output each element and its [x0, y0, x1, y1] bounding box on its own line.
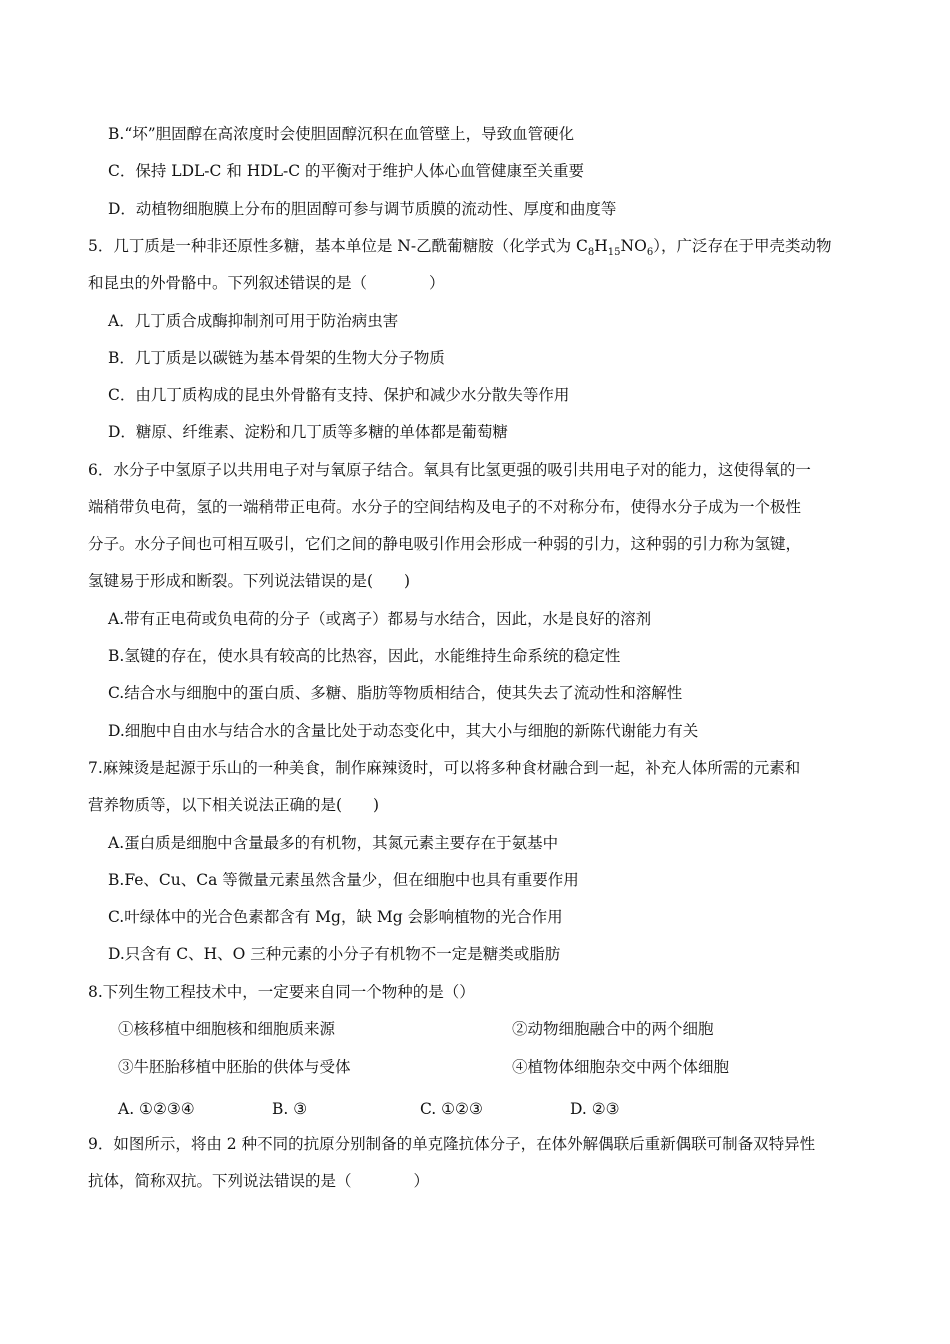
- formula-subscript: 6: [646, 247, 654, 259]
- q6-stem-line-1: 6．水分子中氢原子以共用电子对与氧原子结合。氧具有比氢更强的吸引共用电子对的能力，这使得氧的一: [88, 461, 811, 479]
- q6-option-b: B.氢键的存在，使水具有较高的比热容，因此，水能维持生命系统的稳定性: [108, 647, 621, 665]
- q8-choice-a: A. ①②③④: [118, 1100, 195, 1118]
- q6-stem-line-3: 分子。水分子间也可相互吸引，它们之间的静电吸引作用会形成一种弱的引力，这种弱的引力称为氢键，: [88, 535, 802, 553]
- q5-stem-line-1: 5．几丁质是一种非还原性多糖，基本单位是 N-乙酰葡糖胺（化学式为 $C_8H_{15}NO_6$），广泛存在于甲壳类动物: [88, 237, 832, 259]
- q4-option-b: B.“坏”胆固醇在高浓度时会使胆固醇沉积在血管壁上，导致血管硬化: [108, 125, 575, 143]
- q6-stem-line-4: 氢键易于形成和断裂。下列说法错误的是( ): [88, 572, 411, 590]
- q7-option-a: A.蛋白质是细胞中含量最多的有机物，其氮元素主要存在于氨基中: [108, 834, 559, 852]
- q9-stem-line-1: 9．如图所示，将由 2 种不同的抗原分别制备的单克隆抗体分子，在体外解偶联后重新偶联可制备双特异性: [88, 1135, 816, 1153]
- q8-item-1: ①核移植中细胞核和细胞质来源: [118, 1020, 336, 1038]
- q5-option-b: B．几丁质是以碳链为基本骨架的生物大分子物质: [108, 349, 445, 367]
- q6-stem-line-2: 端稍带负电荷，氢的一端稍带正电荷。水分子的空间结构及电子的不对称分布，使得水分子成为一个极性: [88, 498, 802, 516]
- q8-item-2: ②动物细胞融合中的两个细胞: [512, 1020, 714, 1038]
- q5-option-c: C．由几丁质构成的昆虫外骨骼有支持、保护和减少水分散失等作用: [108, 386, 570, 404]
- q8-stem: 8.下列生物工程技术中，一定要来自同一个物种的是（）: [88, 983, 475, 1001]
- q7-option-c: C.叶绿体中的光合色素都含有 Mg，缺 Mg 会影响植物的光合作用: [108, 908, 563, 926]
- formula-subscript: 15: [607, 247, 621, 259]
- q8-choice-d: D. ②③: [570, 1100, 620, 1118]
- q6-option-d: D.细胞中自由水与结合水的含量比处于动态变化中，其大小与细胞的新陈代谢能力有关: [108, 722, 699, 740]
- q7-option-d: D.只含有 C、H、O 三种元素的小分子有机物不一定是糖类或脂肪: [108, 945, 561, 963]
- q8-choice-c: C. ①②③: [420, 1100, 483, 1118]
- q8-item-3: ③牛胚胎移植中胚胎的供体与受体: [118, 1058, 351, 1076]
- q4-option-d: D．动植物细胞膜上分布的胆固醇可参与调节质膜的流动性、厚度和曲度等: [108, 200, 617, 218]
- q8-item-4: ④植物体细胞杂交中两个体细胞: [512, 1058, 730, 1076]
- q6-option-a: A.带有正电荷或负电荷的分子（或离子）都易与水结合，因此，水是良好的溶剂: [108, 610, 652, 628]
- formula-subscript: 8: [587, 247, 595, 259]
- q9-stem-line-2: 抗体，简称双抗。下列说法错误的是（ ）: [88, 1172, 430, 1190]
- q7-stem-line-2: 营养物质等，以下相关说法正确的是( ): [88, 796, 380, 814]
- q5-option-a: A．几丁质合成酶抑制剂可用于防治病虫害: [108, 312, 399, 330]
- q7-option-b: B.Fe、Cu、Ca 等微量元素虽然含量少，但在细胞中也具有重要作用: [108, 871, 579, 889]
- q8-choice-b: B. ③: [272, 1100, 308, 1118]
- q4-option-c: C．保持 LDL-C 和 HDL-C 的平衡对于维护人体心血管健康至关重要: [108, 162, 585, 180]
- q6-option-c: C.结合水与细胞中的蛋白质、多糖、脂肪等物质相结合，使其失去了流动性和溶解性: [108, 684, 683, 702]
- q7-stem-line-1: 7.麻辣烫是起源于乐山的一种美食，制作麻辣烫时，可以将多种食材融合到一起，补充人体所需的元素和: [88, 759, 801, 777]
- q5-option-d: D．糖原、纤维素、淀粉和几丁质等多糖的单体都是葡萄糖: [108, 423, 508, 441]
- q5-stem-line-2: 和昆虫的外骨骼中。下列叙述错误的是（ ）: [88, 274, 445, 292]
